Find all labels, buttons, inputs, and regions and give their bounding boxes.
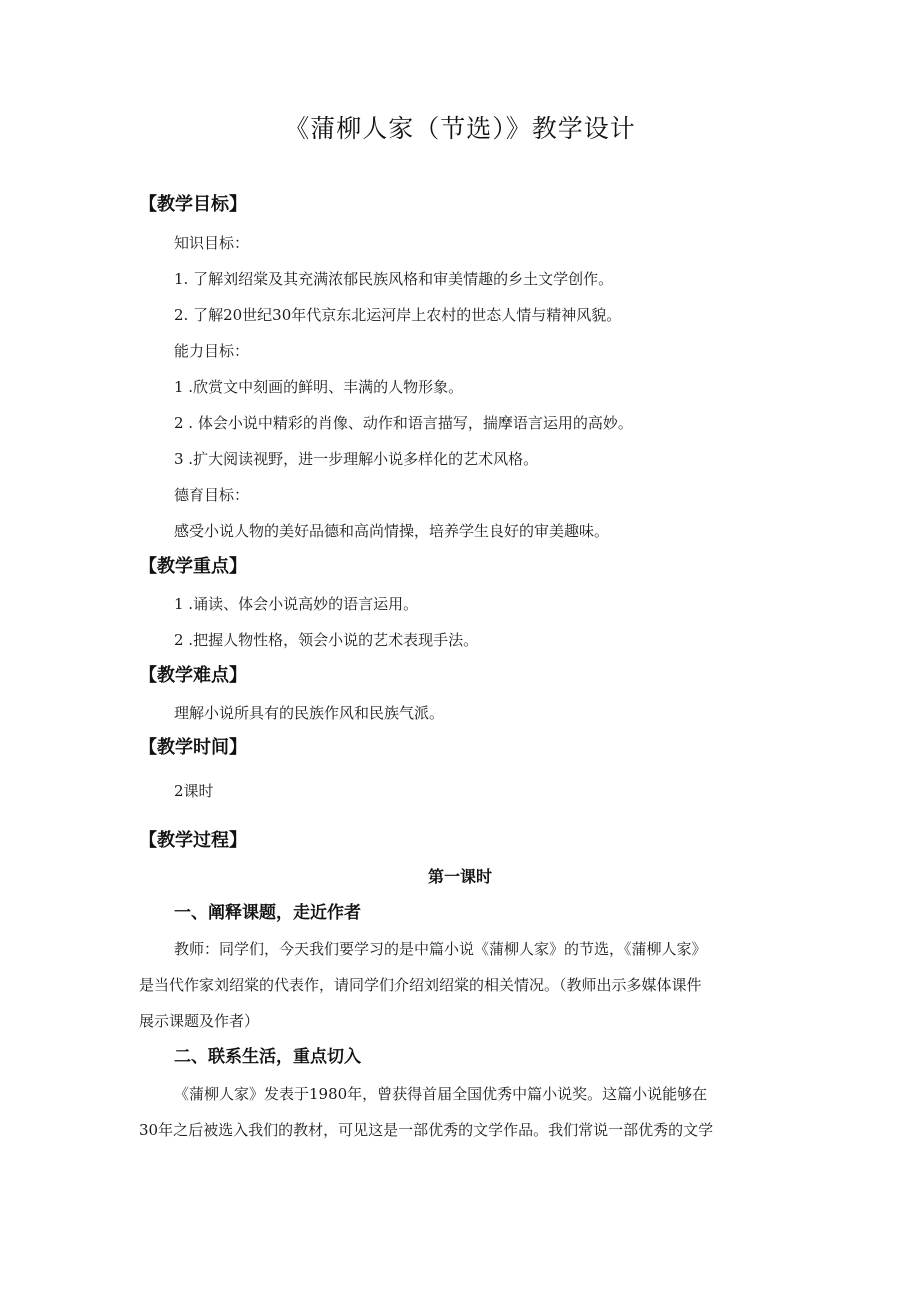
- part2-title: 二、联系生活，重点切入: [174, 1047, 361, 1067]
- moral-text: 感受小说人物的美好品德和高尚情操，培养学生良好的审美趣味。: [174, 522, 610, 540]
- paragraph-line: 教师：同学们，今天我们要学习的是中篇小说《蒲柳人家》的节选，《蒲柳人家》: [174, 940, 707, 958]
- difficulties-heading: 【教学难点】: [139, 665, 247, 686]
- time-text: 2课时: [174, 782, 214, 800]
- objectives-heading: 【教学目标】: [139, 194, 247, 215]
- ability-item: 2 . 体会小说中精彩的肖像、动作和语言描写，揣摩语言运用的高妙。: [174, 414, 633, 432]
- paragraph-line: 30年之后被选入我们的教材，可见这是一部优秀的文学作品。我们常说一部优秀的文学: [139, 1121, 714, 1139]
- paragraph-line: 是当代作家刘绍棠的代表作，请同学们介绍刘绍棠的相关情况。（教师出示多媒体课件: [139, 976, 702, 994]
- knowledge-item: 2. 了解20世纪30年代京东北运河岸上农村的世态人情与精神风貌。: [174, 306, 622, 324]
- part1-title: 一、阐释课题，走近作者: [174, 903, 361, 923]
- ability-item: 3 .扩大阅读视野，进一步理解小说多样化的艺术风格。: [174, 450, 539, 468]
- lesson-title: 第一课时: [427, 867, 492, 886]
- document-title: 《蒲柳人家（节选）》教学设计: [284, 114, 636, 143]
- time-heading: 【教学时间】: [139, 737, 247, 758]
- knowledge-item: 1. 了解刘绍棠及其充满浓郁民族风格和审美情趣的乡土文学创作。: [174, 270, 614, 288]
- knowledge-label: 知识目标：: [174, 234, 250, 252]
- paragraph-line: 展示课题及作者）: [139, 1012, 260, 1030]
- moral-label: 德育目标：: [174, 486, 250, 504]
- paragraph-line: 《蒲柳人家》发表于1980年，曾获得首届全国优秀中篇小说奖。这篇小说能够在: [174, 1085, 708, 1103]
- ability-label: 能力目标：: [174, 342, 250, 360]
- key-points-heading: 【教学重点】: [139, 556, 247, 577]
- difficulties-text: 理解小说所具有的民族作风和民族气派。: [174, 704, 445, 722]
- process-heading: 【教学过程】: [139, 830, 247, 851]
- ability-item: 1 .欣赏文中刻画的鲜明、丰满的人物形象。: [174, 378, 464, 396]
- key-point-item: 1 .诵读、体会小说高妙的语言运用。: [174, 595, 419, 613]
- key-point-item: 2 .把握人物性格，领会小说的艺术表现手法。: [174, 631, 479, 649]
